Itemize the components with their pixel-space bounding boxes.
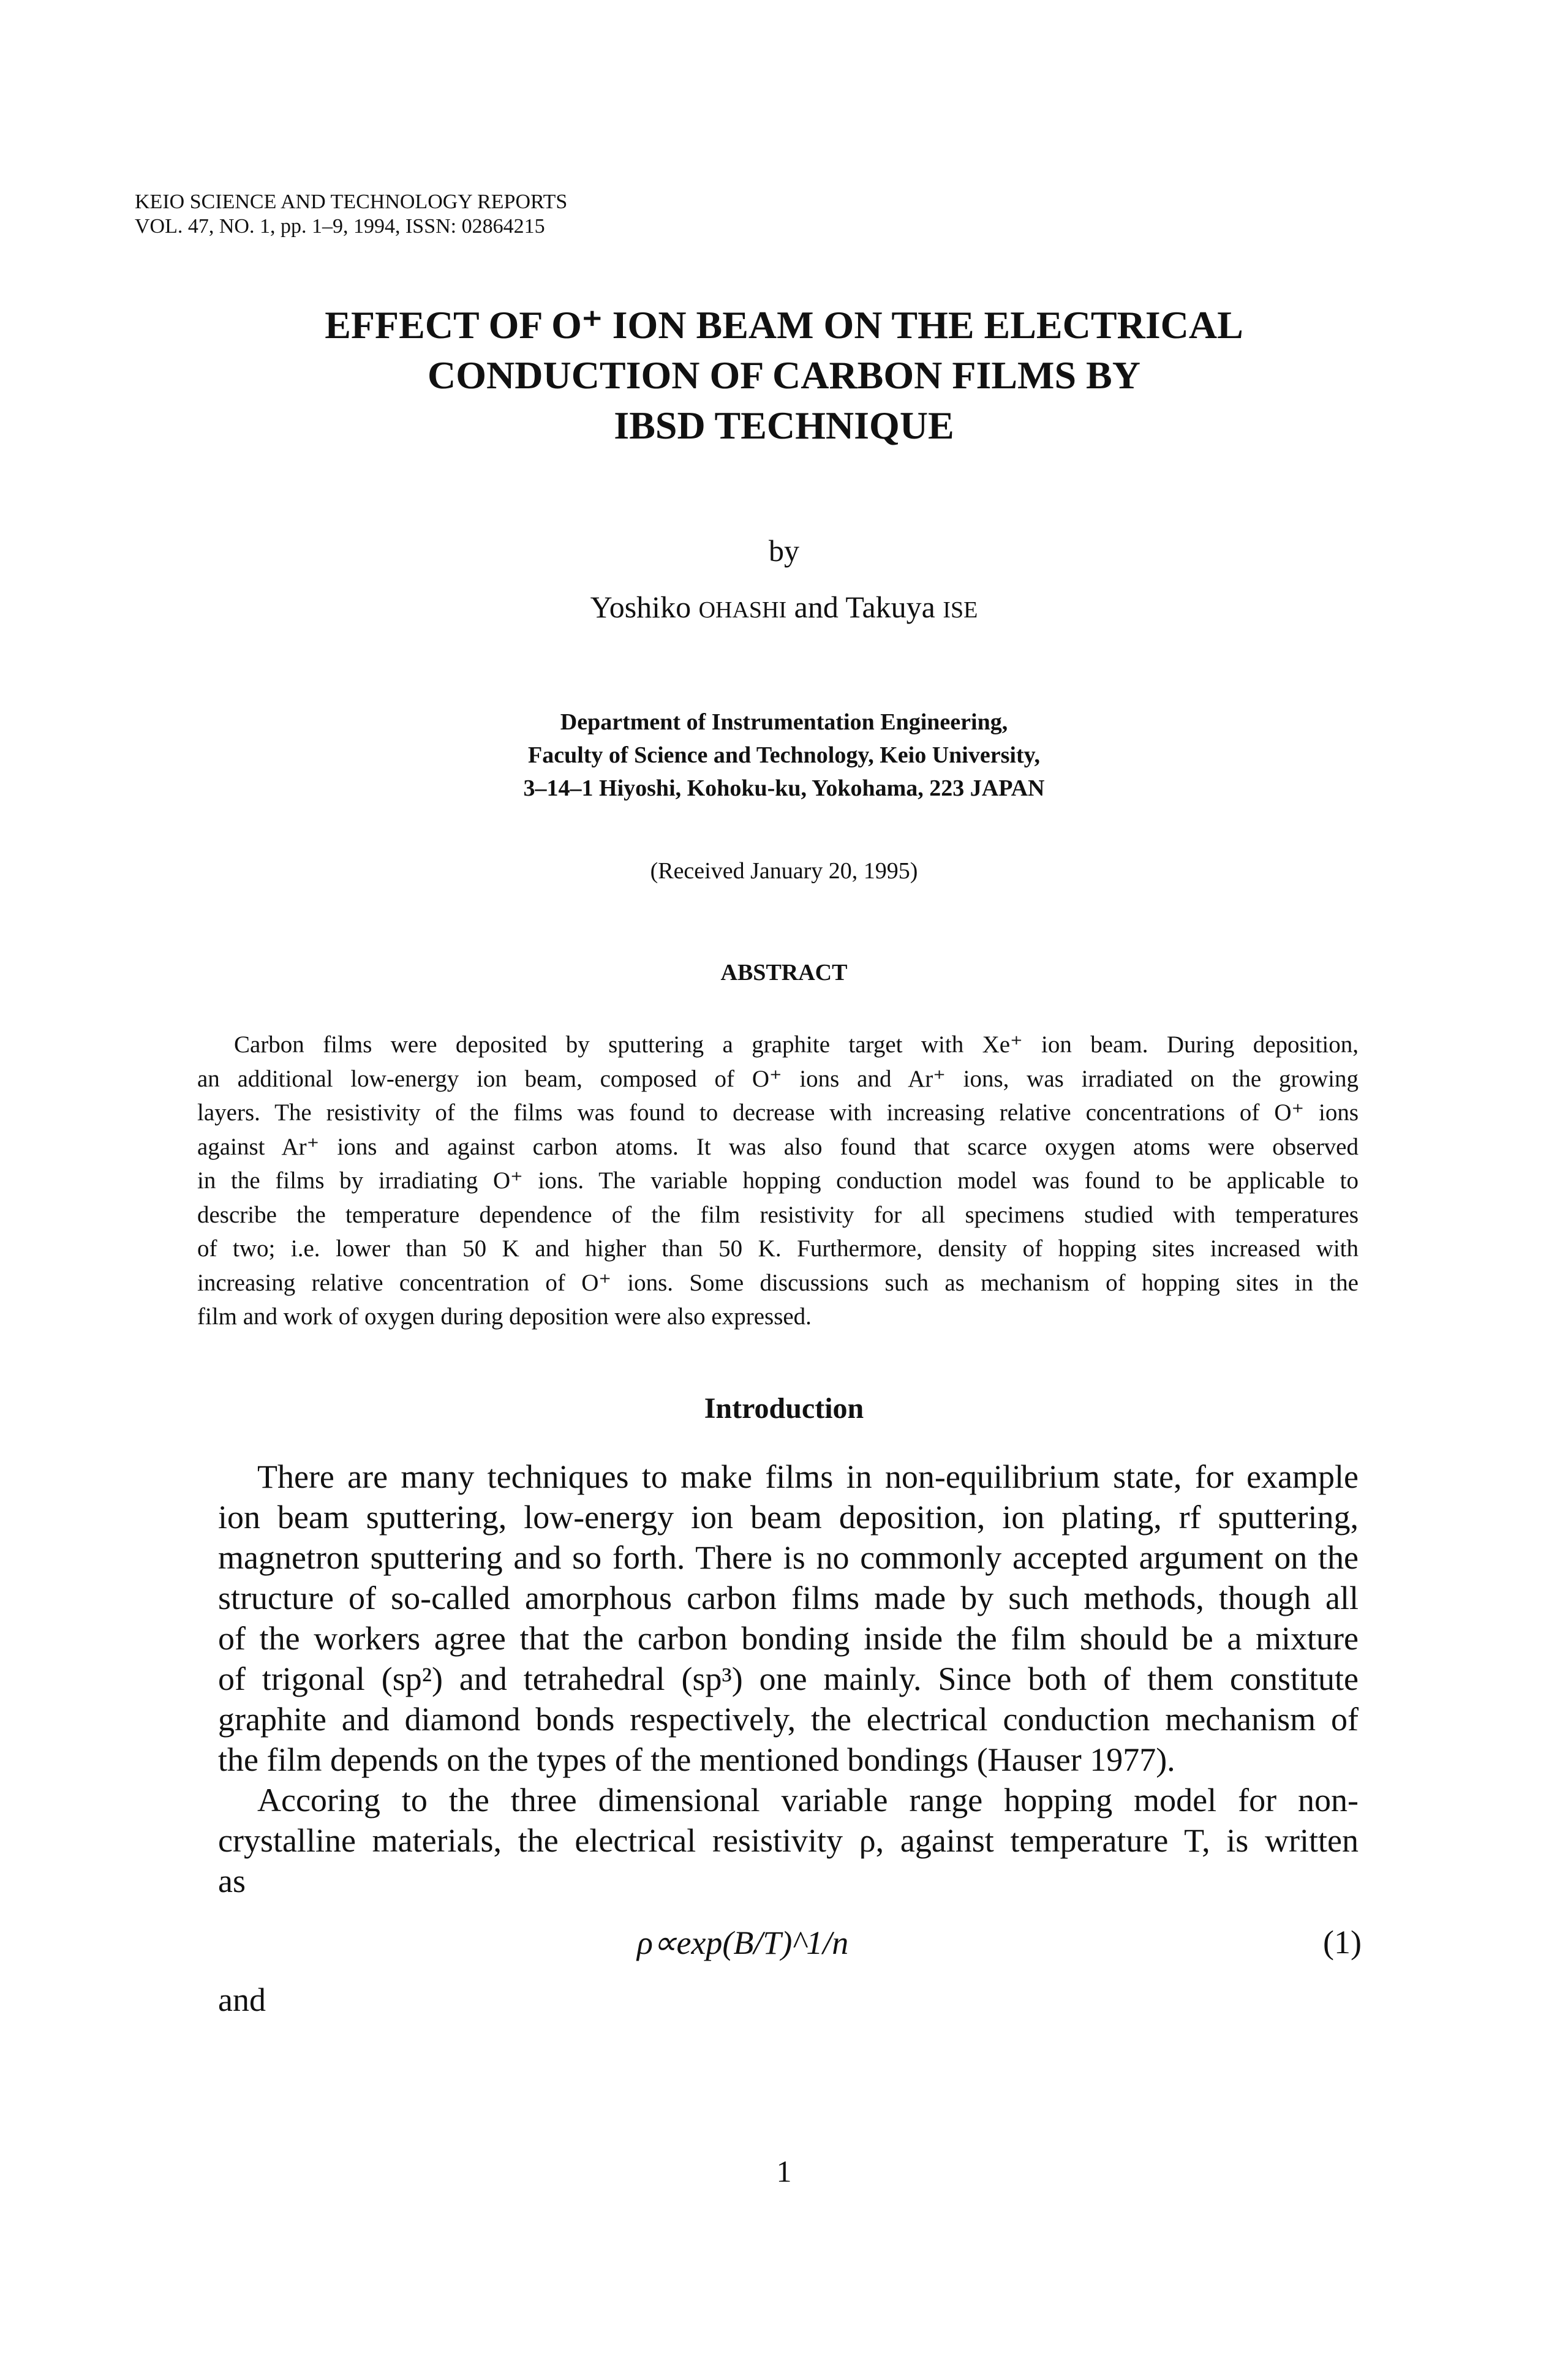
title-line: EFFECT OF O⁺ ION BEAM ON THE ELECTRICAL (325, 303, 1243, 347)
byline: by (769, 533, 799, 568)
abstract-line: Carbon films were deposited by sputtering a graphite target with Xe⁺ ion beam. During deposition, (234, 1031, 1359, 1058)
body-text-and: and (218, 1981, 266, 2018)
abstract-line: increasing relative concentration of O⁺ ions. Some discussions such as mechanism of hopping sites in the (197, 1269, 1359, 1296)
title-line: CONDUCTION OF CARBON FILMS BY (428, 353, 1140, 397)
body-line: structure of so-called amorphous carbon films made by such methods, though all (218, 1580, 1359, 1616)
intro-paragraph-1 (218, 1457, 1359, 1901)
affiliation-line: Faculty of Science and Technology, Keio University, (527, 742, 1041, 768)
journal-citation: VOL. 47, NO. 1, pp. 1–9, 1994, ISSN: 02864215 (135, 215, 545, 238)
body-line: graphite and diamond bonds respectively, the electrical conduction mechanism of (218, 1701, 1359, 1738)
abstract-line: of two; i.e. lower than 50 K and higher than 50 K. Furthermore, density of hopping sites increased with (197, 1235, 1359, 1262)
section-heading-introduction: Introduction (704, 1392, 864, 1425)
abstract-line: film and work of oxygen during deposition were also expressed. (197, 1303, 812, 1330)
abstract-line: in the films by irradiating O⁺ ions. The variable hopping conduction model was found to be applicable to (197, 1167, 1359, 1194)
abstract-heading: ABSTRACT (720, 960, 848, 986)
abstract-body (197, 1028, 1359, 1334)
body-line: There are many techniques to make films in non-equilibrium state, for example (257, 1458, 1359, 1495)
title-line: IBSD TECHNIQUE (614, 404, 954, 447)
body-line: of the workers agree that the carbon bonding inside the film should be a mixture (218, 1620, 1359, 1657)
received-date: (Received January 20, 1995) (650, 858, 918, 884)
paper-title (0, 300, 1568, 451)
equation-formula: ρ∝exp(B/T)^1/n (637, 1924, 849, 1961)
body-line: crystalline materials, the electrical resistivity ρ, against temperature T, is written (218, 1822, 1359, 1859)
body-line: the film depends on the types of the mentioned bondings (Hauser 1977). (218, 1741, 1175, 1778)
body-line: magnetron sputtering and so forth. There is no commonly accepted argument on the (218, 1539, 1359, 1576)
author-family: OHASHI (698, 597, 787, 623)
body-line: as (218, 1863, 246, 1899)
affiliation-line: Department of Instrumentation Engineering, (560, 709, 1008, 735)
author-given: Yoshiko (590, 590, 699, 624)
abstract-line: layers. The resistivity of the films was found to decrease with increasing relative concentrations of O⁺ ions (197, 1099, 1359, 1126)
abstract-line: describe the temperature dependence of the film resistivity for all specimens studied with temperatures (197, 1201, 1359, 1228)
page-number: 1 (776, 2154, 792, 2188)
body-line: ion beam sputtering, low-energy ion beam deposition, ion plating, rf sputtering, (218, 1499, 1359, 1536)
affiliation (0, 706, 1568, 805)
body-line: Accoring to the three dimensional variable range hopping model for non- (257, 1782, 1359, 1818)
author-family: ISE (943, 597, 978, 623)
abstract-line: against Ar⁺ ions and against carbon atoms. It was also found that scarce oxygen atoms were observed (197, 1133, 1359, 1160)
journal-name: KEIO SCIENCE AND TECHNOLOGY REPORTS (135, 190, 568, 213)
author-conj: and Takuya (786, 590, 943, 624)
abstract-line: an additional low-energy ion beam, composed of O⁺ ions and Ar⁺ ions, was irradiated on the growing (197, 1065, 1359, 1092)
equation-number: (1) (1323, 1924, 1362, 1961)
affiliation-line: 3–14–1 Hiyoshi, Kohoku-ku, Yokohama, 223 JAPAN (523, 775, 1045, 801)
body-line: of trigonal (sp²) and tetrahedral (sp³) one mainly. Since both of them constitute (218, 1660, 1359, 1697)
authors (0, 589, 1568, 625)
